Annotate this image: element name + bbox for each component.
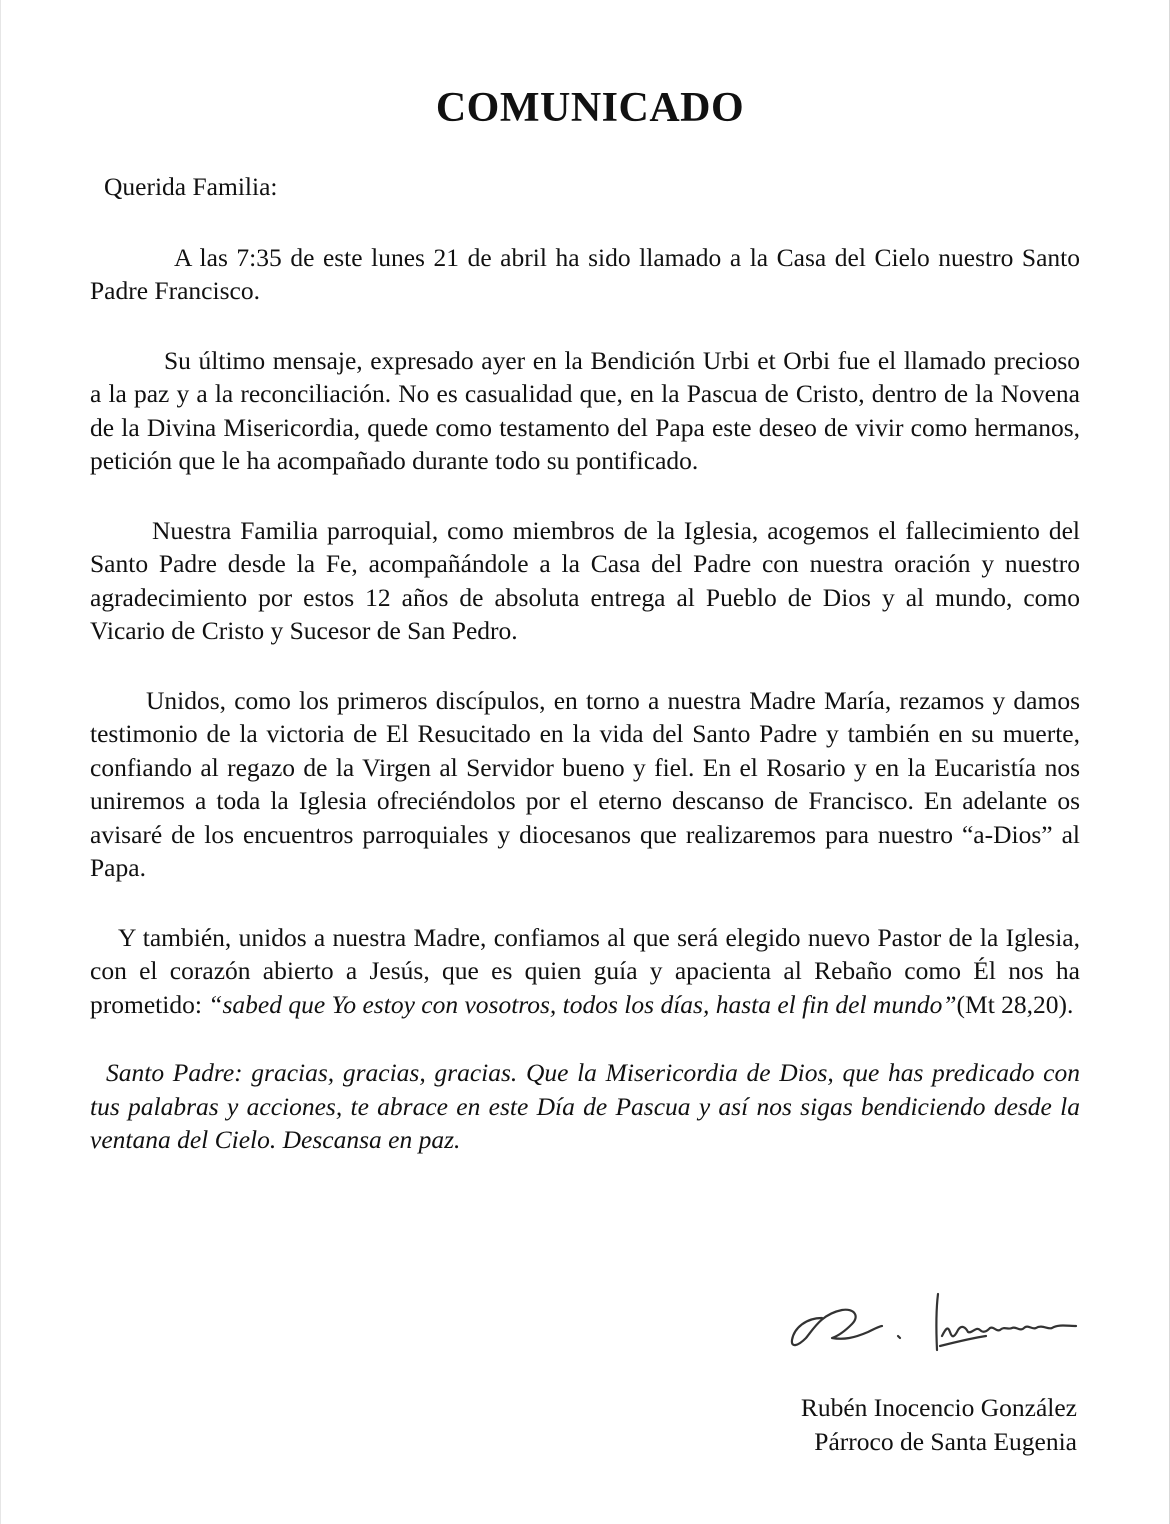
paragraph-announcement: A las 7:35 de este lunes 21 de abril ha sido llamado a la Casa del Cielo nuestro Santo Padre Francisco. [90,242,1080,305]
paragraph-prayer: Unidos, como los primeros discípulos, en torno a nuestra Madre María, rezamos y damos testimonio de la victoria de El Resucitado en la vida del Santo Padre y también en su muerte, confiando al regazo de la Virgen al Servidor bueno y fiel. En el Rosario y en la Eucaristía nos uniremos a toda la Iglesia ofreciéndolos por el eterno descanso de Francisco. En adelante os avisaré de los encuentros parroquiales y diocesanos que realizaremos para nuestro “a-Dios” al Papa. [90,685,1080,882]
signer-name: Rubén Inocencio González [800,1393,1077,1422]
paragraph-thanks: Santo Padre: gracias, gracias, gracias. Que la Misericordia de Dios, que has predicado con tus palabras y acciones, te abrace en este Día de Pascua y así nos sigas bendiciendo desde la ventana del Cielo. Descansa en paz. [90,1058,1080,1154]
document-title: COMUNICADO [435,85,745,131]
signer-role: Párroco de Santa Eugenia [814,1426,1077,1456]
handwritten-signature [786,1288,1086,1368]
scripture-quote: “sabed que Yo estoy con vosotros, todos los días, hasta el fin del mundo” [208,989,957,1019]
scripture-reference: (Mt 28,20). [956,989,1074,1019]
greeting: Querida Familia: [104,172,278,201]
paragraph-new-pastor [90,921,1080,1022]
signer-block [801,1391,1077,1458]
new-pastor-text: Y también, unidos a nuestra Madre, confiamos al que será elegido nuevo Pastor de la Iglesia, con el corazón abierto a Jesús, que es quien guía y apacienta al Rebaño como Él nos ha prometido: [90,922,1080,1019]
document-body [90,80,1080,1157]
paragraph-last-message: Su último mensaje, expresado ayer en la Bendición Urbi et Orbi fue el llamado precioso a la paz y a la reconciliación. No es casualidad que, en la Pascua de Cristo, dentro de la Novena de la Divina Misericordia, quede como testamento del Papa este deseo de vivir como hermanos, petición que le ha acompañado durante todo su pontificado. [90,345,1080,475]
paragraph-parish-family: Nuestra Familia parroquial, como miembros de la Iglesia, acogemos el fallecimiento del Santo Padre desde la Fe, acompañándole a la Casa del Padre con nuestra oración y nuestro agradecimiento por estos 12 años de absoluta entrega al Pueblo de Dios y al mundo, como Vicario de Cristo y Sucesor de San Pedro. [90,515,1080,645]
